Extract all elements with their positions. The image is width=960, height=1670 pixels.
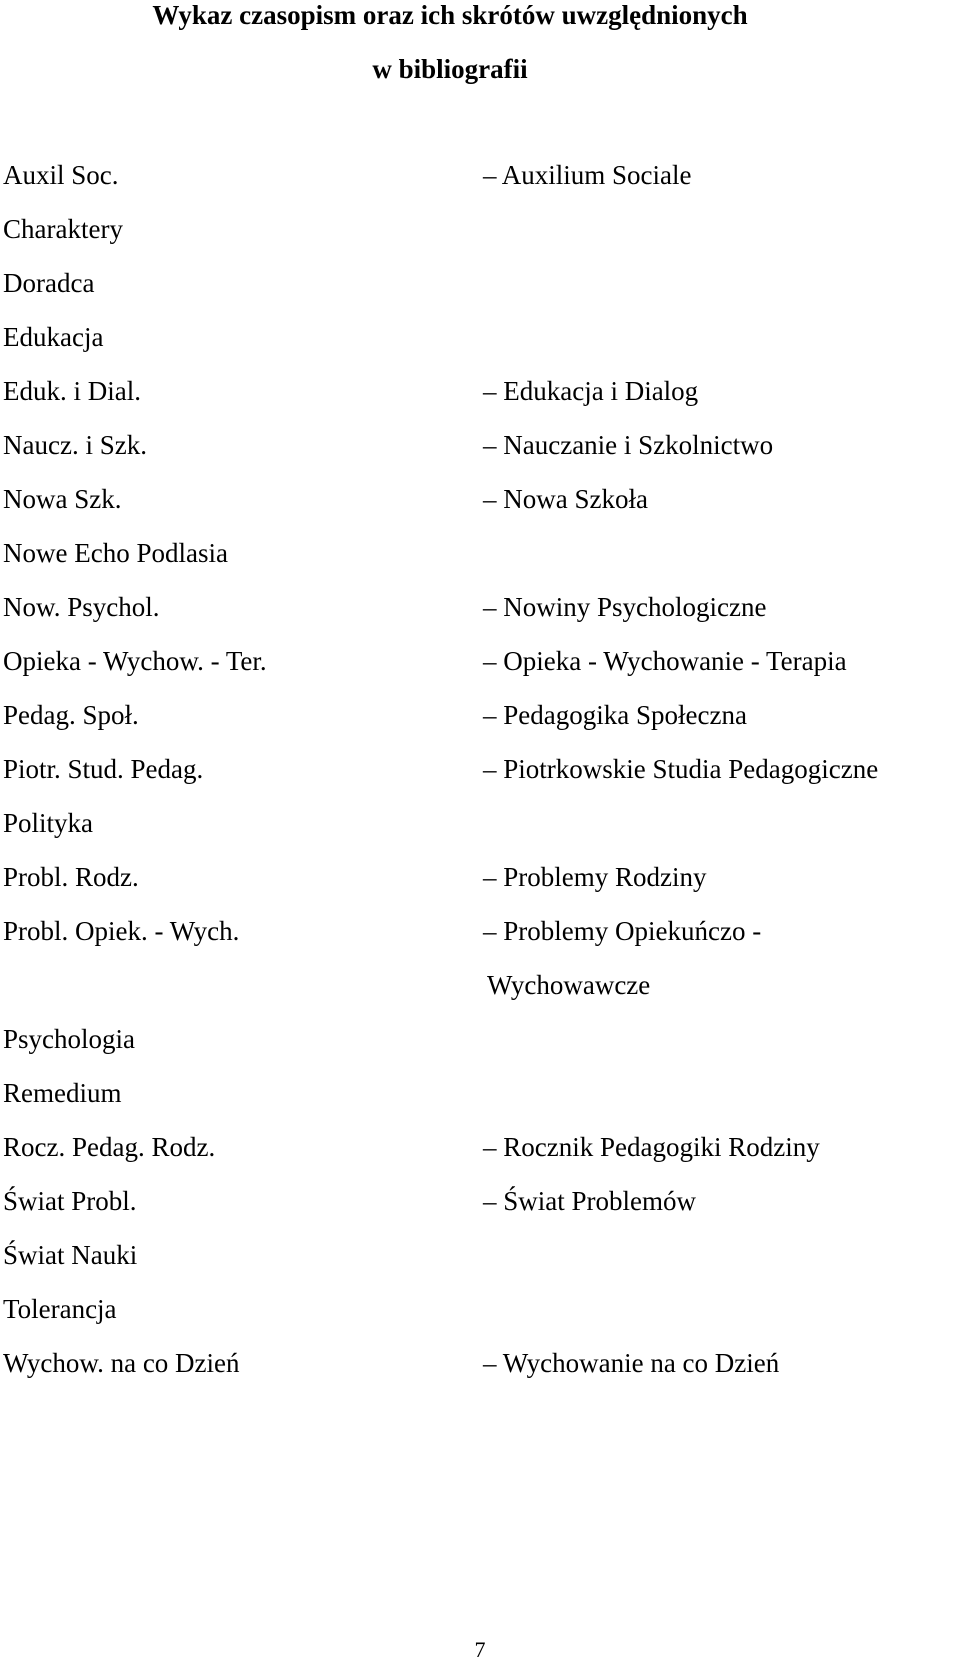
list-item: [0, 202, 960, 256]
journal-abbreviation: Charaktery: [3, 214, 123, 244]
list-item: [0, 1174, 960, 1228]
journal-abbreviation: Probl. Rodz.: [3, 862, 139, 892]
journal-abbreviation: Świat Probl.: [3, 1186, 137, 1216]
list-item: [0, 796, 960, 850]
journal-abbreviation: Rocz. Pedag. Rodz.: [3, 1132, 216, 1162]
journal-full-name: – Edukacja i Dialog: [483, 376, 699, 406]
journal-abbreviation: Auxil Soc.: [3, 160, 119, 190]
journal-abbreviation: Probl. Opiek. - Wych.: [3, 916, 240, 946]
journal-abbreviation: Naucz. i Szk.: [3, 430, 147, 460]
list-item: [0, 958, 960, 1012]
journal-abbreviation: Polityka: [3, 808, 94, 838]
journal-abbreviation: Remedium: [3, 1078, 122, 1108]
journal-full-name: – Nauczanie i Szkolnictwo: [483, 430, 774, 460]
list-item: [0, 1336, 960, 1390]
journal-full-name: – Problemy Opiekuńczo -: [483, 916, 762, 946]
list-item: [0, 742, 960, 796]
journal-abbreviation: Pedag. Społ.: [3, 700, 139, 730]
list-item: [0, 418, 960, 472]
list-item: [0, 472, 960, 526]
journal-abbreviation: Now. Psychol.: [3, 592, 160, 622]
journal-full-name: – Świat Problemów: [483, 1186, 696, 1216]
journal-abbreviation: Edukacja: [3, 322, 104, 352]
list-item: [0, 634, 960, 688]
list-item: [0, 148, 960, 202]
journal-abbreviation: Piotr. Stud. Pedag.: [3, 754, 204, 784]
journal-abbreviation: Eduk. i Dial.: [3, 376, 141, 406]
page-title-line-1: Wykaz czasopism oraz ich skrótów uwzględnionych: [152, 0, 748, 30]
journal-full-name: – Problemy Rodziny: [483, 862, 707, 892]
journal-abbreviation: Opieka - Wychow. - Ter.: [3, 646, 267, 676]
page-title-line-2: w bibliografii: [372, 54, 528, 84]
journal-full-name: – Auxilium Sociale: [483, 160, 692, 190]
journal-full-name-continuation: Wychowawcze: [487, 970, 651, 1000]
list-item: [0, 256, 960, 310]
list-item: [0, 1282, 960, 1336]
journal-abbreviation: Doradca: [3, 268, 95, 298]
list-item: [0, 850, 960, 904]
list-item: [0, 364, 960, 418]
journal-abbreviation: Tolerancja: [3, 1294, 117, 1324]
list-item: [0, 1120, 960, 1174]
list-item: [0, 688, 960, 742]
journal-abbreviation-list: [0, 148, 960, 1390]
journal-full-name: – Pedagogika Społeczna: [483, 700, 747, 730]
journal-abbreviation: Nowe Echo Podlasia: [3, 538, 228, 568]
list-item: [0, 1012, 960, 1066]
journal-abbreviation: Wychow. na co Dzień: [3, 1348, 240, 1378]
journal-full-name: – Wychowanie na co Dzień: [483, 1348, 780, 1378]
journal-abbreviation: Nowa Szk.: [3, 484, 122, 514]
list-item: [0, 1228, 960, 1282]
journal-full-name: – Piotrkowskie Studia Pedagogiczne: [483, 754, 879, 784]
journal-full-name: – Rocznik Pedagogiki Rodziny: [483, 1132, 820, 1162]
list-item: [0, 526, 960, 580]
journal-abbreviation: Świat Nauki: [3, 1240, 138, 1270]
journal-abbreviation: Psychologia: [3, 1024, 135, 1054]
journal-full-name: – Opieka - Wychowanie - Terapia: [483, 646, 847, 676]
journal-full-name: – Nowiny Psychologiczne: [483, 592, 767, 622]
list-item: [0, 580, 960, 634]
page-number: 7: [474, 1637, 486, 1662]
list-item: [0, 310, 960, 364]
list-item: [0, 904, 960, 958]
list-item: [0, 1066, 960, 1120]
journal-full-name: – Nowa Szkoła: [483, 484, 648, 514]
